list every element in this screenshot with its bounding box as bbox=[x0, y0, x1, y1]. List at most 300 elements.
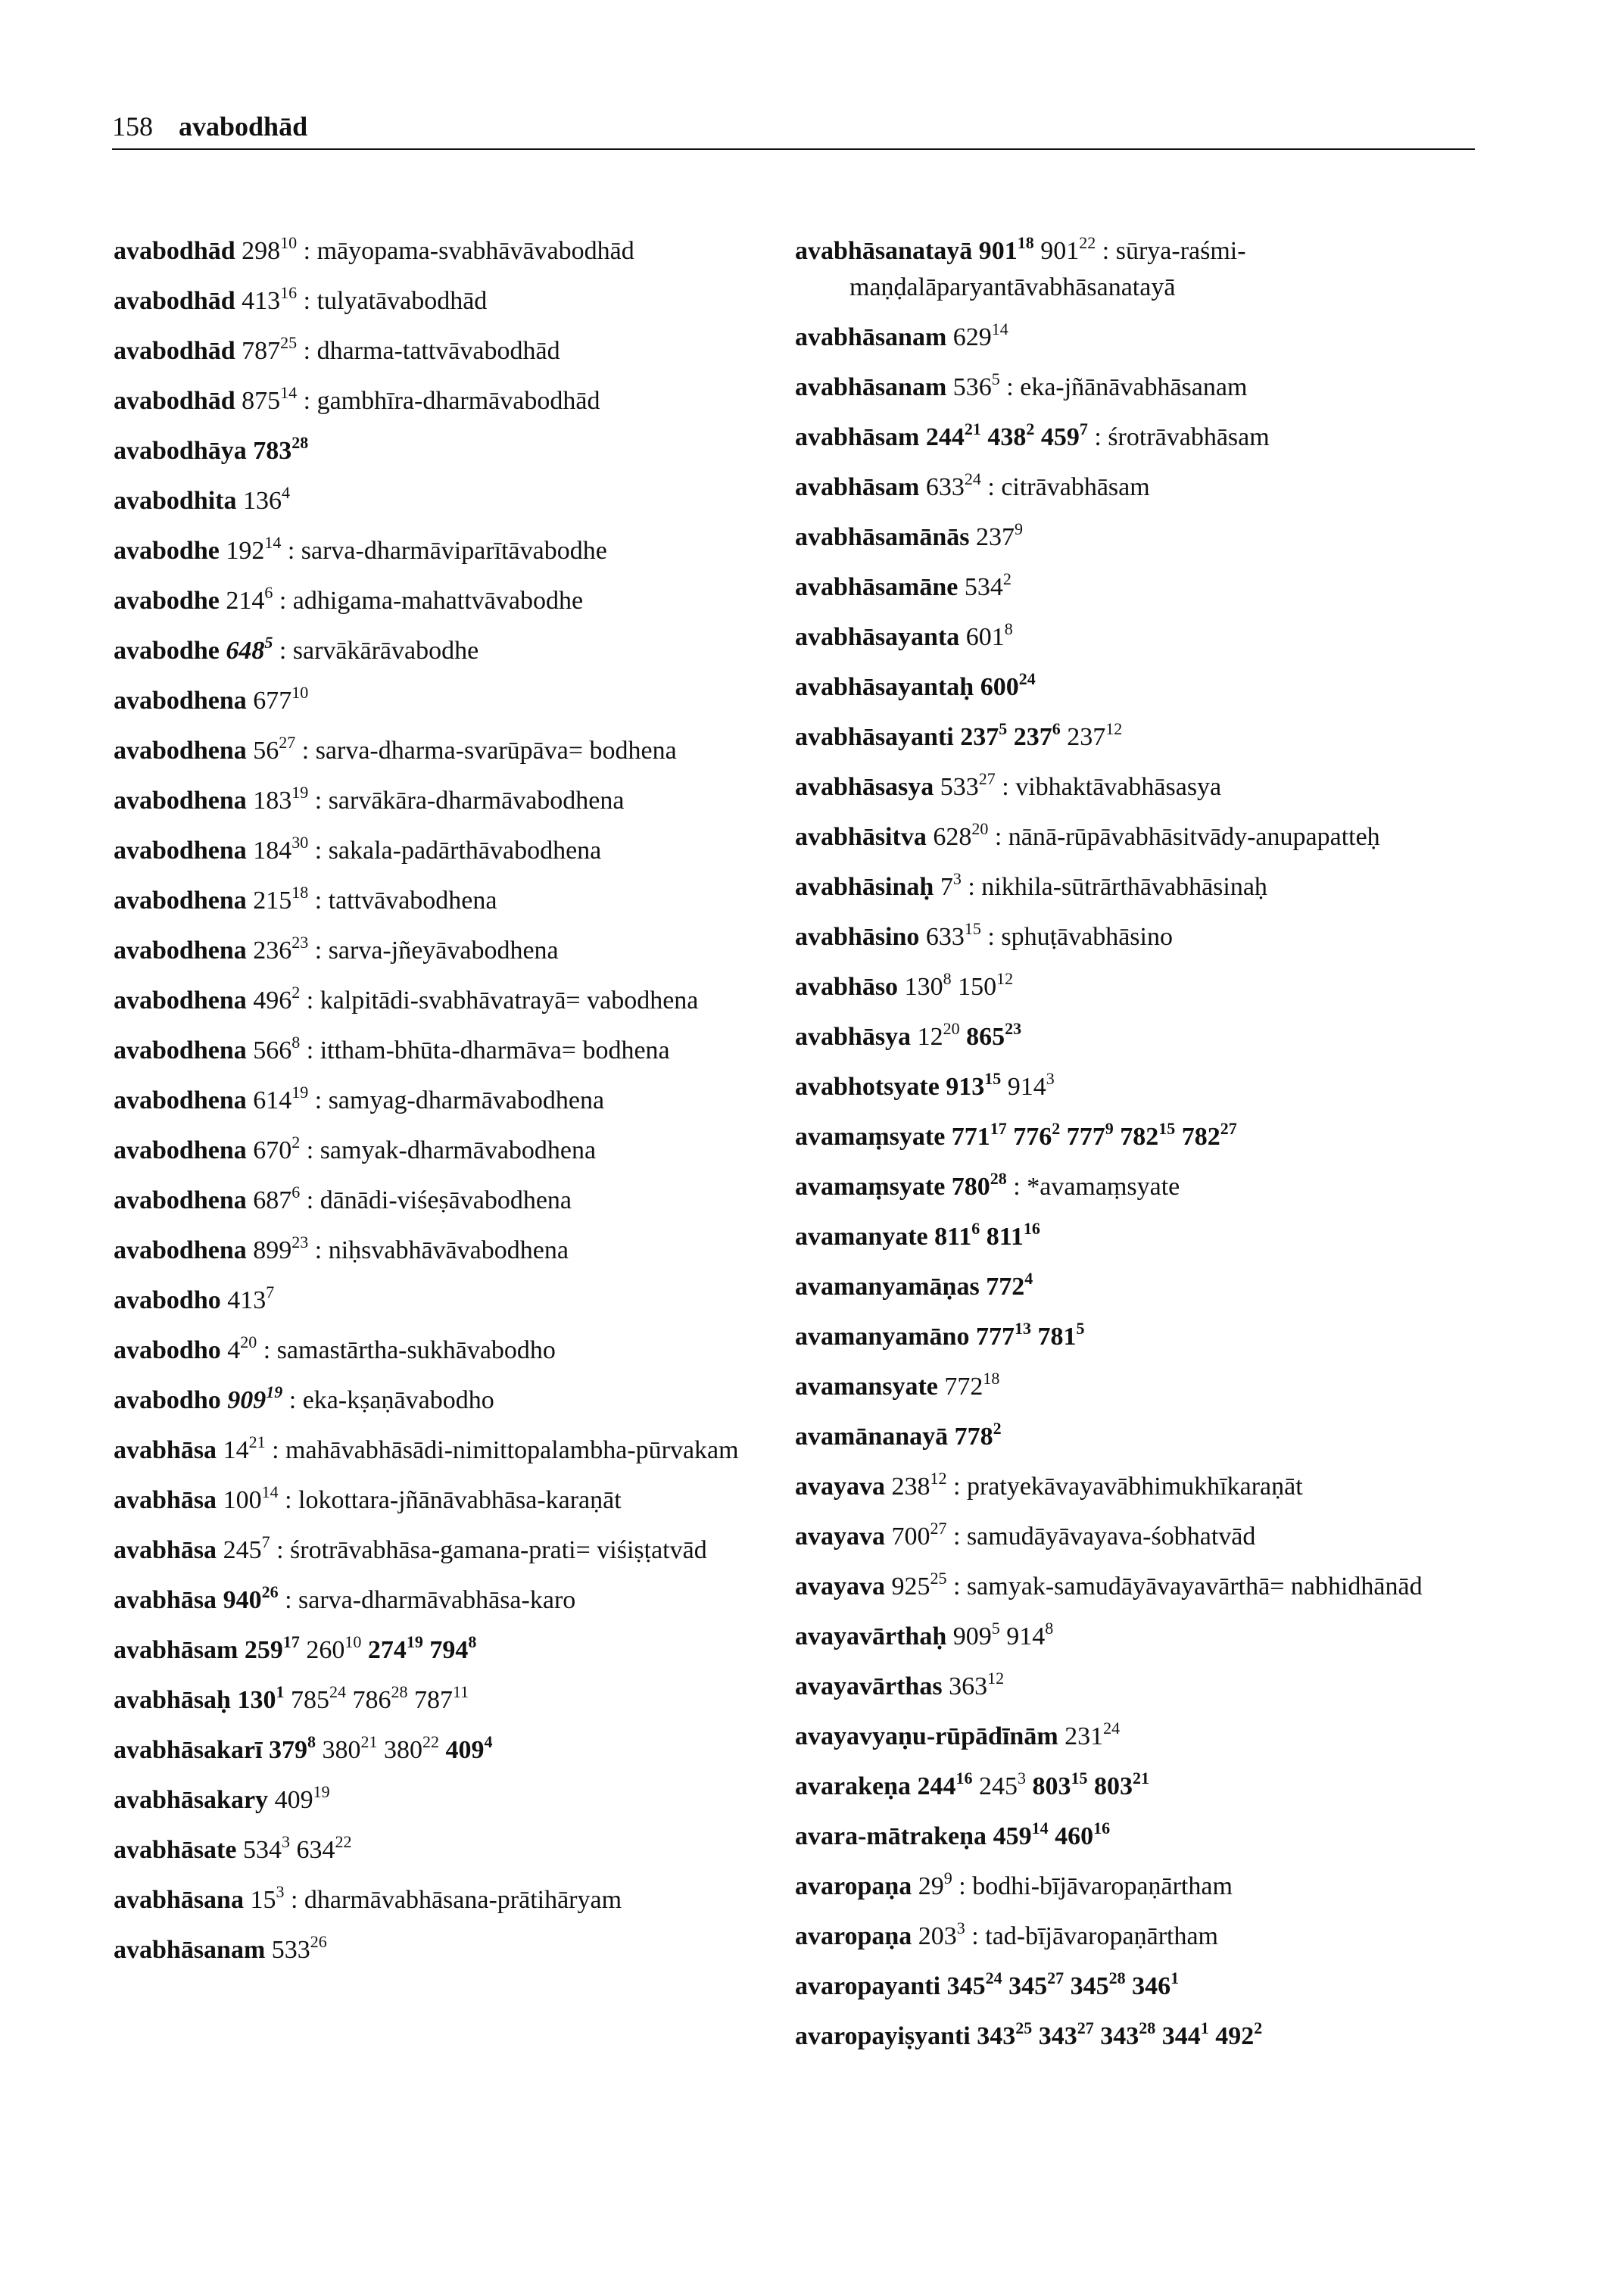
index-entry: avabhāsam $633^{24}$ : citrāvabhāsam bbox=[795, 469, 1150, 501]
reference: $940^{26}$ bbox=[223, 1582, 279, 1614]
reference: $459^{14}$ bbox=[993, 1819, 1049, 1850]
compound-gloss: kalpitādi-svabhāvatrayā= vabodhena bbox=[320, 986, 699, 1015]
compound-gloss: vibhaktāvabhāsasya bbox=[1015, 773, 1222, 801]
compound-gloss: sarvākārāvabodhe bbox=[292, 637, 479, 665]
reference: $346^1$ bbox=[1132, 1968, 1180, 2000]
reference: $4^{20}$ bbox=[227, 1332, 257, 1364]
line-number: 12 bbox=[1105, 719, 1123, 738]
index-entry bbox=[795, 969, 1476, 1005]
line-number: 18 bbox=[291, 883, 309, 902]
index-entry: avabodhena $566^8$ : ittham-bhūta-dharmāva= bodhena bbox=[114, 1033, 670, 1064]
reference: $345^{28}$ bbox=[1070, 1968, 1126, 2000]
line-number: 7 bbox=[266, 1283, 275, 1301]
headword: avabodhe bbox=[114, 587, 220, 615]
index-entry bbox=[795, 1819, 1476, 1855]
headword: avayava bbox=[795, 1523, 885, 1551]
reference: $29^9$ bbox=[918, 1869, 952, 1900]
headword: avamanyate bbox=[795, 1223, 928, 1251]
line-number: 15 bbox=[1071, 1769, 1088, 1788]
index-entry bbox=[795, 1719, 1476, 1755]
line-number: 22 bbox=[422, 1732, 439, 1751]
index-entry bbox=[114, 433, 795, 469]
headword: avara-mātrakeṇa bbox=[795, 1822, 987, 1850]
line-number: 17 bbox=[990, 1119, 1007, 1138]
index-entry: avayava $925^{25}$ : samyak-samudāyāvayavārthā= nabhidhānād bbox=[795, 1569, 1423, 1601]
reference: $244^{16}$ bbox=[917, 1769, 973, 1800]
reference: $777^{13}$ bbox=[975, 1319, 1031, 1351]
index-entry bbox=[795, 519, 1476, 556]
line-number: 14 bbox=[280, 383, 298, 402]
compound-gloss: tattvāvabodhena bbox=[328, 887, 497, 915]
reference: $687^6$ bbox=[253, 1183, 301, 1214]
line-number: 1 bbox=[1170, 1968, 1180, 1987]
index-entry bbox=[114, 1732, 795, 1769]
index-entry: avabodhena $899^{23}$ : niḥsvabhāvāvabodhena bbox=[114, 1233, 569, 1264]
reference: $409^{19}$ bbox=[274, 1782, 330, 1814]
line-number: 21 bbox=[248, 1432, 266, 1451]
reference: $245^7$ bbox=[223, 1532, 270, 1564]
headword: avabhāsayanti bbox=[795, 723, 954, 751]
line-number: 25 bbox=[1015, 2018, 1033, 2037]
line-number: 19 bbox=[406, 1632, 423, 1651]
reference: $803^{15}$ bbox=[1032, 1769, 1088, 1800]
headword: avabhāsasya bbox=[795, 773, 934, 801]
reference: $566^8$ bbox=[253, 1033, 301, 1064]
reference: $237^{12}$ bbox=[1067, 719, 1123, 751]
page-header bbox=[112, 111, 1475, 142]
line-number: 18 bbox=[1017, 233, 1034, 252]
headword: avayavyaṇu-rūpādīnām bbox=[795, 1722, 1058, 1750]
line-number: 6 bbox=[1052, 719, 1061, 738]
line-number: 3 bbox=[281, 1832, 290, 1851]
line-number: 21 bbox=[964, 419, 981, 438]
reference: $787^{11}$ bbox=[413, 1682, 469, 1714]
line-number: 27 bbox=[279, 733, 296, 752]
reference: $14^{21}$ bbox=[223, 1432, 266, 1464]
index-entry: avabhāsasya $533^{27}$ : vibhaktāvabhāsasya bbox=[795, 769, 1222, 801]
line-number: 19 bbox=[291, 783, 309, 802]
line-number: 2 bbox=[291, 1133, 301, 1152]
reference: $130^8$ bbox=[904, 969, 952, 1001]
reference: $811^6$ bbox=[934, 1219, 980, 1251]
reference: $909^5$ bbox=[952, 1619, 1000, 1650]
line-number: 30 bbox=[291, 833, 309, 852]
index-entry bbox=[795, 1769, 1476, 1805]
line-number: 6 bbox=[264, 583, 273, 602]
headword: avabhāsamānās bbox=[795, 523, 970, 551]
headword: avabhāsitva bbox=[795, 823, 927, 851]
line-number: 3 bbox=[276, 1882, 285, 1901]
compound-gloss: dānādi-viśeṣāvabodhena bbox=[320, 1186, 572, 1214]
line-number: 26 bbox=[310, 1932, 327, 1951]
index-entry: avayava $238^{12}$ : pratyekāvayavābhimukhīkaraṇāt bbox=[795, 1469, 1303, 1501]
headword: avabhāsayanta bbox=[795, 623, 960, 651]
compound-gloss: bodhi-bījāvaropaṇārtham bbox=[972, 1872, 1233, 1900]
line-number: 1 bbox=[276, 1682, 285, 1701]
reference: $237^6$ bbox=[1013, 719, 1061, 751]
line-number: 16 bbox=[955, 1769, 973, 1788]
index-entry bbox=[795, 1619, 1476, 1655]
index-entry: avabhāsanatayā $901^{18}$ $901^{22}$ : sūrya-raśmi-maṇḍalāparyantāvabhāsanatayā bbox=[795, 233, 1246, 301]
index-entry bbox=[795, 1369, 1476, 1405]
reference: $777^9$ bbox=[1066, 1119, 1114, 1151]
line-number: 24 bbox=[985, 1968, 1002, 1987]
reference: $231^{24}$ bbox=[1064, 1719, 1121, 1750]
headword: avabhāsa bbox=[114, 1436, 217, 1464]
index-entry: avabodhena $215^{18}$ : tattvāvabodhena bbox=[114, 883, 497, 915]
compound-gloss: tad-bījāvaropaṇārtham bbox=[985, 1922, 1218, 1950]
reference: $901^{22}$ bbox=[1040, 233, 1096, 265]
headword: avabhāsa bbox=[114, 1536, 217, 1564]
index-entry: avabodhād $413^{16}$ : tulyatāvabodhād bbox=[114, 283, 488, 315]
index-entry bbox=[795, 669, 1476, 706]
line-number: 21 bbox=[360, 1732, 378, 1751]
reference: $192^{14}$ bbox=[226, 533, 282, 565]
headword: avabodhād bbox=[114, 237, 235, 265]
reference: $782^{15}$ bbox=[1120, 1119, 1176, 1151]
line-number: 20 bbox=[240, 1332, 257, 1351]
reference: $237^9$ bbox=[976, 519, 1024, 551]
line-number: 20 bbox=[971, 819, 989, 838]
reference: $899^{23}$ bbox=[253, 1233, 309, 1264]
line-number: 3 bbox=[1018, 1769, 1026, 1788]
reference: $344^1$ bbox=[1161, 2018, 1209, 2050]
headword: avaropaṇa bbox=[795, 1922, 912, 1950]
reference: $298^{10}$ bbox=[242, 233, 298, 265]
reference: $380^{22}$ bbox=[384, 1732, 439, 1764]
reference: $786^{28}$ bbox=[352, 1682, 408, 1714]
compound-gloss: ittham-bhūta-dharmāva= bodhena bbox=[320, 1036, 670, 1064]
line-number: 22 bbox=[1079, 233, 1096, 252]
reference: $782^{27}$ bbox=[1181, 1119, 1237, 1151]
headword: avabhāsaḥ bbox=[114, 1686, 231, 1714]
headword: avabhāsam bbox=[795, 423, 920, 451]
headword: avabodhita bbox=[114, 487, 237, 515]
line-number: 5 bbox=[999, 719, 1008, 738]
line-number: 9 bbox=[1015, 519, 1024, 538]
index-entry: avabodho $4^{20}$ : samastārtha-sukhāvabodho bbox=[114, 1332, 556, 1364]
compound-gloss: *avamaṃsyate bbox=[1027, 1173, 1180, 1201]
compound-gloss: samyak-samudāyāvayavārthā= nabhidhānād bbox=[966, 1572, 1423, 1601]
reference: $600^{24}$ bbox=[980, 669, 1036, 701]
index-entry bbox=[795, 1968, 1476, 2005]
compound-gloss: nikhila-sūtrārthāvabhāsinaḥ bbox=[981, 873, 1267, 901]
headword: avabodhena bbox=[114, 1136, 247, 1164]
reference: $459^7$ bbox=[1040, 419, 1088, 451]
headword: avabodhād bbox=[114, 287, 235, 315]
line-number: 28 bbox=[1139, 2018, 1156, 2037]
line-number: 15 bbox=[1158, 1119, 1176, 1138]
index-entry bbox=[795, 1119, 1476, 1155]
reference: $794^8$ bbox=[429, 1632, 477, 1664]
reference: $803^{21}$ bbox=[1094, 1769, 1149, 1800]
headword: avaropaṇa bbox=[795, 1872, 912, 1900]
headword: avabhotsyate bbox=[795, 1073, 940, 1101]
line-number: 24 bbox=[1018, 669, 1036, 688]
reference: $259^{17}$ bbox=[244, 1632, 300, 1664]
headword: avaropayanti bbox=[795, 1972, 941, 2000]
reference: $7^3$ bbox=[940, 869, 962, 901]
line-number: 9 bbox=[1105, 1119, 1114, 1138]
headword: avamānanayā bbox=[795, 1423, 949, 1451]
reference: $380^{21}$ bbox=[322, 1732, 378, 1764]
headword: avabhāsakarī bbox=[114, 1736, 263, 1764]
index-entry: avabhāsa $940^{26}$ : sarva-dharmāvabhāsa-karo bbox=[114, 1582, 576, 1614]
reference: $183^{19}$ bbox=[253, 783, 309, 815]
reference: $492^2$ bbox=[1215, 2018, 1263, 2050]
compound-gloss: sarva-dharma-svarūpāva= bodhena bbox=[315, 737, 677, 765]
reference: $214^6$ bbox=[226, 583, 273, 615]
line-number: 28 bbox=[291, 433, 309, 452]
line-number: 26 bbox=[261, 1582, 279, 1601]
reference: $648^5$ bbox=[226, 633, 273, 665]
index-entry: avabodhād $787^{25}$ : dharma-tattvāvabodhād bbox=[114, 333, 560, 365]
line-number: 15 bbox=[964, 919, 981, 938]
line-number: 21 bbox=[1133, 1769, 1149, 1788]
line-number: 12 bbox=[930, 1469, 947, 1488]
headword: avamanyamāṇas bbox=[795, 1273, 980, 1301]
line-number: 27 bbox=[1220, 1119, 1237, 1138]
headword: avabodhena bbox=[114, 1186, 247, 1214]
headword: avayavārthaḥ bbox=[795, 1622, 947, 1650]
headword: avabodhena bbox=[114, 887, 247, 915]
line-number: 2 bbox=[1002, 569, 1011, 588]
reference: $496^2$ bbox=[253, 983, 301, 1015]
line-number: 25 bbox=[280, 333, 298, 352]
compound-gloss: eka-kṣaṇāvabodho bbox=[302, 1386, 494, 1414]
compound-gloss: samudāyāvayava-śobhatvād bbox=[966, 1523, 1256, 1551]
reference: $670^2$ bbox=[253, 1133, 301, 1164]
line-number: 27 bbox=[1077, 2018, 1094, 2037]
reference: $785^{24}$ bbox=[290, 1682, 346, 1714]
index-entry: avabhāsanam $536^5$ : eka-jñānāvabhāsanam bbox=[795, 369, 1248, 401]
index-entry bbox=[795, 1019, 1476, 1055]
index-entry: avabodhena $236^{23}$ : sarva-jñeyāvabodhena bbox=[114, 933, 559, 965]
index-entry: avabodhe $214^6$ : adhigama-mahattvāvabodhe bbox=[114, 583, 584, 615]
index-entry: avabodhena $183^{19}$ : sarvākāra-dharmāvabodhena bbox=[114, 783, 625, 815]
line-number: 12 bbox=[987, 1669, 1005, 1688]
line-number: 8 bbox=[468, 1632, 477, 1651]
reference: $413^7$ bbox=[227, 1283, 275, 1314]
reference: $345^{27}$ bbox=[1008, 1968, 1064, 2000]
line-number: 10 bbox=[291, 683, 309, 702]
index-entry: avabhāsam $244^{21}$ $438^2$ $459^7$ : śrotrāvabhāsam bbox=[795, 419, 1270, 451]
reference: $12^{20}$ bbox=[917, 1019, 960, 1051]
reference: $203^3$ bbox=[918, 1918, 965, 1950]
index-entry bbox=[114, 483, 795, 519]
line-number: 2 bbox=[1026, 419, 1035, 438]
reference: $700^{27}$ bbox=[891, 1519, 947, 1551]
headword: avabhāsakary bbox=[114, 1786, 269, 1814]
index-entry bbox=[795, 1419, 1476, 1455]
line-number: 16 bbox=[280, 283, 298, 302]
reference: $772^{18}$ bbox=[944, 1369, 1000, 1401]
compound-gloss: niḥsvabhāvāvabodhena bbox=[328, 1236, 569, 1264]
index-entry bbox=[114, 1782, 795, 1819]
compound-gloss: samyag-dharmāvabodhena bbox=[328, 1086, 605, 1114]
compound-gloss: sarva-dharmāvabhāsa-karo bbox=[298, 1586, 576, 1614]
index-entry: avabhāsa $100^{14}$ : lokottara-jñānāvabhāsa-karaṇāt bbox=[114, 1482, 622, 1514]
reference: $236^{23}$ bbox=[253, 933, 309, 965]
reference: $533^{27}$ bbox=[940, 769, 996, 801]
index-entry: avabhāsa $245^7$ : śrotrāvabhāsa-gamana-prati= viśiṣṭatvād bbox=[114, 1532, 707, 1564]
compound-gloss: pratyekāvayavābhimukhīkaraṇāt bbox=[966, 1473, 1303, 1501]
compound-gloss: sakala-padārthāvabodhena bbox=[328, 837, 602, 865]
headword: avabhāsanatayā bbox=[795, 237, 973, 265]
reference: $875^{14}$ bbox=[242, 383, 298, 415]
index-entry: avabodhād $875^{14}$ : gambhīra-dharmāvabodhād bbox=[114, 383, 600, 415]
reference: $914^8$ bbox=[1006, 1619, 1054, 1650]
page-number: 158 bbox=[112, 111, 153, 142]
compound-gloss: śrotrāvabhāsam bbox=[1108, 423, 1270, 451]
index-entry: avabodhena $614^{19}$ : samyag-dharmāvabodhena bbox=[114, 1083, 605, 1114]
compound-gloss: sūrya-raśmi-maṇḍalāparyantāvabhāsanatayā bbox=[849, 237, 1246, 301]
reference: $914^3$ bbox=[1007, 1069, 1055, 1101]
line-number: 9 bbox=[943, 1869, 952, 1887]
compound-gloss: lokottara-jñānāvabhāsa-karaṇāt bbox=[298, 1486, 622, 1514]
compound-gloss: sarva-jñeyāvabodhena bbox=[328, 937, 559, 965]
index-entry bbox=[114, 1832, 795, 1869]
headword: avabodhena bbox=[114, 737, 247, 765]
compound-gloss: sphuṭāvabhāsino bbox=[1001, 923, 1173, 951]
line-number: 2 bbox=[1052, 1119, 1061, 1138]
reference: $634^{22}$ bbox=[296, 1832, 352, 1864]
index-column-left bbox=[114, 233, 795, 1982]
index-entry: avabodhena $56^{27}$ : sarva-dharma-svarūpāva= bodhena bbox=[114, 733, 677, 765]
index-entry bbox=[114, 683, 795, 719]
line-number: 19 bbox=[266, 1382, 283, 1401]
reference: $925^{25}$ bbox=[891, 1569, 947, 1601]
reference: $781^5$ bbox=[1037, 1319, 1085, 1351]
index-entry: avabhāsinaḥ $7^3$ : nikhila-sūtrārthāvabhāsinaḥ bbox=[795, 869, 1267, 901]
headword: avamanyamāno bbox=[795, 1323, 970, 1351]
headword: avarakeṇa bbox=[795, 1772, 911, 1800]
index-entry bbox=[795, 319, 1476, 356]
compound-gloss: mahāvabhāsādi-nimittopalambha-pūrvakam bbox=[285, 1436, 739, 1464]
index-entry bbox=[114, 1682, 795, 1719]
compound-gloss: nānā-rūpāvabhāsitvādy-anupapatteḥ bbox=[1008, 823, 1380, 851]
reference: $533^{26}$ bbox=[271, 1932, 327, 1964]
line-number: 2 bbox=[1254, 2018, 1263, 2037]
reference: $614^{19}$ bbox=[253, 1083, 309, 1114]
line-number: 15 bbox=[984, 1069, 1002, 1088]
reference: $787^{25}$ bbox=[242, 333, 298, 365]
index-entry bbox=[114, 1283, 795, 1319]
reference: $184^{30}$ bbox=[253, 833, 309, 865]
index-entry bbox=[795, 1669, 1476, 1705]
headword: avabhāso bbox=[795, 973, 899, 1001]
line-number: 20 bbox=[943, 1019, 960, 1038]
header-rule bbox=[112, 148, 1475, 150]
compound-gloss: sarva-dharmāviparītāvabodhe bbox=[301, 537, 607, 565]
reference: $150^{12}$ bbox=[958, 969, 1014, 1001]
running-head: avabodhād bbox=[179, 111, 308, 142]
index-entry: avabodhe $192^{14}$ : sarva-dharmāviparītāvabodhe bbox=[114, 533, 607, 565]
reference: $363^{12}$ bbox=[949, 1669, 1005, 1700]
headword: avabhāsanam bbox=[795, 373, 947, 401]
reference: $409^4$ bbox=[445, 1732, 493, 1764]
line-number: 3 bbox=[952, 869, 962, 888]
reference: $343^{25}$ bbox=[977, 2018, 1033, 2050]
reference: $438^2$ bbox=[987, 419, 1035, 451]
headword: avayava bbox=[795, 1473, 885, 1501]
line-number: 27 bbox=[930, 1519, 947, 1538]
compound-gloss: sarvākāra-dharmāvabodhena bbox=[328, 787, 625, 815]
compound-gloss: dharmāvabhāsana-prātihāryam bbox=[304, 1886, 622, 1914]
line-number: 14 bbox=[1031, 1819, 1049, 1837]
reference: $534^3$ bbox=[242, 1832, 290, 1864]
reference: $274^{19}$ bbox=[367, 1632, 423, 1664]
line-number: 27 bbox=[978, 769, 996, 788]
headword: avabodhāya bbox=[114, 437, 247, 465]
headword: avabodhe bbox=[114, 637, 220, 665]
index-entry: avabodho $909^{19}$ : eka-kṣaṇāvabodho bbox=[114, 1382, 494, 1414]
index-column-right bbox=[795, 233, 1476, 2068]
line-number: 8 bbox=[943, 969, 952, 988]
headword: avamaṃsyate bbox=[795, 1173, 946, 1201]
line-number: 5 bbox=[264, 633, 273, 652]
headword: avabodhād bbox=[114, 337, 235, 365]
line-number: 11 bbox=[452, 1682, 469, 1701]
reference: $413^{16}$ bbox=[242, 283, 298, 315]
reference: $379^8$ bbox=[269, 1732, 316, 1764]
index-entry: avayava $700^{27}$ : samudāyāvayava-śobhatvād bbox=[795, 1519, 1256, 1551]
line-number: 23 bbox=[291, 1233, 309, 1251]
line-number: 7 bbox=[261, 1532, 270, 1551]
compound-gloss: samyak-dharmāvabodhena bbox=[320, 1136, 597, 1164]
reference: $783^{28}$ bbox=[253, 433, 309, 465]
compound-gloss: citrāvabhāsam bbox=[1001, 473, 1150, 501]
reference: $237^5$ bbox=[960, 719, 1008, 751]
compound-gloss: dharma-tattvāvabodhād bbox=[316, 337, 560, 365]
line-number: 17 bbox=[282, 1632, 300, 1651]
line-number: 28 bbox=[1108, 1968, 1126, 1987]
headword: avabhāsanam bbox=[795, 323, 947, 351]
index-entry: avaropaṇa $203^3$ : tad-bījāvaropaṇārtham bbox=[795, 1918, 1218, 1950]
line-number: 4 bbox=[484, 1732, 493, 1751]
index-entry: avamaṃsyate $780^{28}$ : *avamaṃsyate bbox=[795, 1169, 1180, 1201]
line-number: 4 bbox=[282, 483, 290, 502]
reference: $628^{20}$ bbox=[933, 819, 989, 851]
headword: avabodho bbox=[114, 1286, 221, 1314]
line-number: 25 bbox=[930, 1569, 947, 1588]
line-number: 16 bbox=[1023, 1219, 1040, 1238]
reference: $130^1$ bbox=[237, 1682, 285, 1714]
reference: $865^{23}$ bbox=[966, 1019, 1022, 1051]
line-number: 19 bbox=[313, 1782, 330, 1801]
reference: $15^3$ bbox=[250, 1882, 285, 1914]
headword: avabhāsya bbox=[795, 1023, 912, 1051]
line-number: 23 bbox=[1005, 1019, 1022, 1038]
reference: $780^{28}$ bbox=[951, 1169, 1007, 1201]
compound-gloss: adhigama-mahattvāvabodhe bbox=[292, 587, 584, 615]
headword: avabhāsa bbox=[114, 1586, 217, 1614]
reference: $778^2$ bbox=[954, 1419, 1002, 1451]
headword: avaropayiṣyanti bbox=[795, 2022, 971, 2050]
reference: $776^2$ bbox=[1013, 1119, 1061, 1151]
headword: avabodhena bbox=[114, 1236, 247, 1264]
line-number: 24 bbox=[329, 1682, 346, 1701]
line-number: 6 bbox=[291, 1183, 301, 1202]
reference: $811^{16}$ bbox=[986, 1219, 1040, 1251]
reference: $56^{27}$ bbox=[253, 733, 296, 765]
headword: avabhāsam bbox=[114, 1636, 238, 1664]
headword: avabodhād bbox=[114, 387, 235, 415]
reference: $771^{17}$ bbox=[951, 1119, 1007, 1151]
line-number: 3 bbox=[956, 1918, 965, 1937]
headword: avabodhena bbox=[114, 986, 247, 1015]
line-number: 1 bbox=[1200, 2018, 1209, 2037]
